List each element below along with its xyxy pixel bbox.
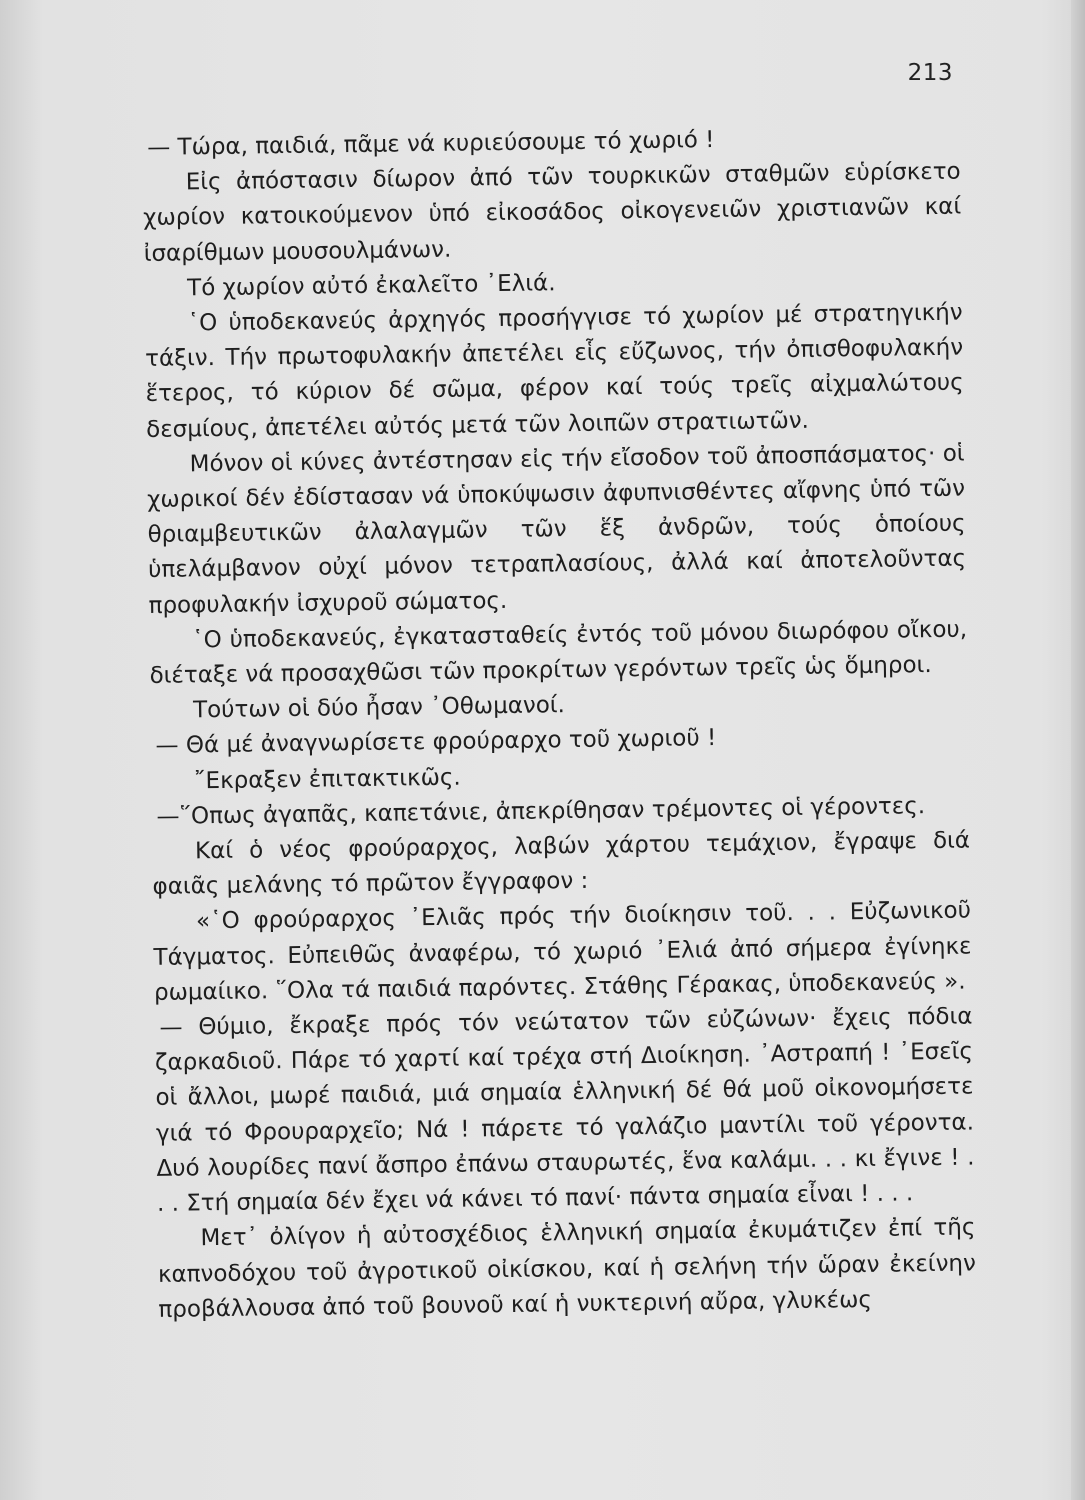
- paragraph-6: ῾Ο ὑποδεκανεύς, ἐγκατασταθείς ἐντός τοῦ μόνου διωρόφου οἴκου, διέταξε νά προσαχθῶσι τῶν προκρίτων γερόντων τρεῖς ὡς ὅμηροι.: [149, 616, 968, 689]
- body-text: [142, 120, 977, 1328]
- page-edge-shadow: [1071, 0, 1085, 1500]
- paragraph-10: —῞Οπως ἀγαπᾶς, καπετάνιε, ἀπεκρίθησαν τρέμοντες οἱ γέροντες.: [156, 792, 926, 830]
- paragraph-1: — Τώρα, παιδιά, πᾶμε νά κυριεύσουμε τό χωριό !: [147, 127, 715, 161]
- paragraph-7: Τούτων οἱ δύο ἦσαν ᾿Οθωμανοί.: [192, 692, 566, 724]
- paragraph-12: «῾Ο φρούραρχος ᾿Ελιᾶς πρός τήν διοίκησιν τοῦ. . . Εὐζωνικοῦ Τάγματος. Εὐπειθῶς ἀναφέρω, τό χωριό ᾿Ελιά ἀπό σήμερα ἐγίνηκε ρωμαίικο. ῞Ολα τά παιδιά παρόντες. Στάθης Γέρακας, ὑποδεκανεύς ».: [153, 897, 972, 1006]
- paragraph-8: — Θά μέ ἀναγνωρίσετε φρούραρχο τοῦ χωριοῦ !: [155, 725, 717, 760]
- paragraph-3: Τό χωρίον αὐτό ἐκαλεῖτο ᾿Ελιά.: [187, 270, 556, 302]
- paragraph-9: ῎Εκραξεν ἐπιτακτικῶς.: [193, 764, 461, 794]
- paragraph-13: — Θύμιο, ἔκραξε πρός τόν νεώτατον τῶν εὐζώνων· ἔχεις πόδια ζαρκαδιοῦ. Πάρε τό χαρτί καί τρέχα στή Διοίκηση. ᾿Αστραπή ! ᾿Εσεῖς οἱ ἄλλοι, μωρέ παιδιά, μιά σημαία ἑλληνική δέ θά μοῦ οἰκονομήσετε γιά τό Φρουραρχεῖο; Νά ! πάρετε τό γαλάζιο μαντίλι τοῦ γέροντα. Δυό λουρίδες πανί ἄσπρο ἐπάνω σταυρωτές, ἕνα καλάμι. . . κι ἔγινε ! . . . Στή σημαία δέν ἔχει νά κάνει τό πανί· πάντα σημαία εἶναι ! . . .: [154, 1003, 975, 1217]
- paragraph-4: ῾Ο ὑποδεκανεύς ἀρχηγός προσήγγισε τό χωρίον μέ στρατηγικήν τάξιν. Τήν πρωτοφυλακήν ἀπετέλει εἷς εὔζωνος, τήν ὀπισθοφυλακήν ἕτερος, τό κύριον δέ σῶμα, φέρον καί τούς τρεῖς αἰχμαλώτους δεσμίους, ἀπετέλει αὐτός μετά τῶν λοιπῶν στρατιωτῶν.: [145, 299, 964, 443]
- paragraph-2: Εἰς ἀπόστασιν δίωρον ἀπό τῶν τουρκικῶν σταθμῶν εὑρίσκετο χωρίον κατοικούμενον ὑπό εἰκοσάδος οἰκογενειῶν χριστιανῶν καί ἰσαρίθμων μουσουλμάνων.: [143, 158, 962, 267]
- page-number: 213: [907, 60, 953, 86]
- paragraph-5: Μόνον οἱ κύνες ἀντέστησαν εἰς τήν εἴσοδον τοῦ ἀποσπάσματος· οἱ χωρικοί δέν ἐδίστασαν νά ὑποκύψωσιν ἀφυπνισθέντες αἴφνης ὑπό τῶν θριαμβευτικῶν ἀλαλαγμῶν τῶν ἕξ ἀνδρῶν, τούς ὁποίους ὑπελάμβανον οὐχί μόνον τετραπλασίους, ἀλλά καί ἀποτελοῦντας προφυλακήν ἰσχυροῦ σώματος.: [146, 440, 967, 619]
- paragraph-14: Μετ᾿ ὀλίγον ἡ αὐτοσχέδιος ἑλληνική σημαία ἐκυμάτιζεν ἐπί τῆς καπνοδόχου τοῦ ἀγροτικοῦ οἰκίσκου, καί ἡ σελήνη τήν ὥραν ἐκείνην προβάλλουσα ἀπό τοῦ βουνοῦ καί ἡ νυκτερινή αὔρα, γλυκέως: [157, 1214, 977, 1323]
- paragraph-11: Καί ὁ νέος φρούραρχος, λαβών χάρτου τεμάχιον, ἔγραψε διά φαιᾶς μελάνης τό πρῶτον ἔγγραφον :: [152, 827, 971, 901]
